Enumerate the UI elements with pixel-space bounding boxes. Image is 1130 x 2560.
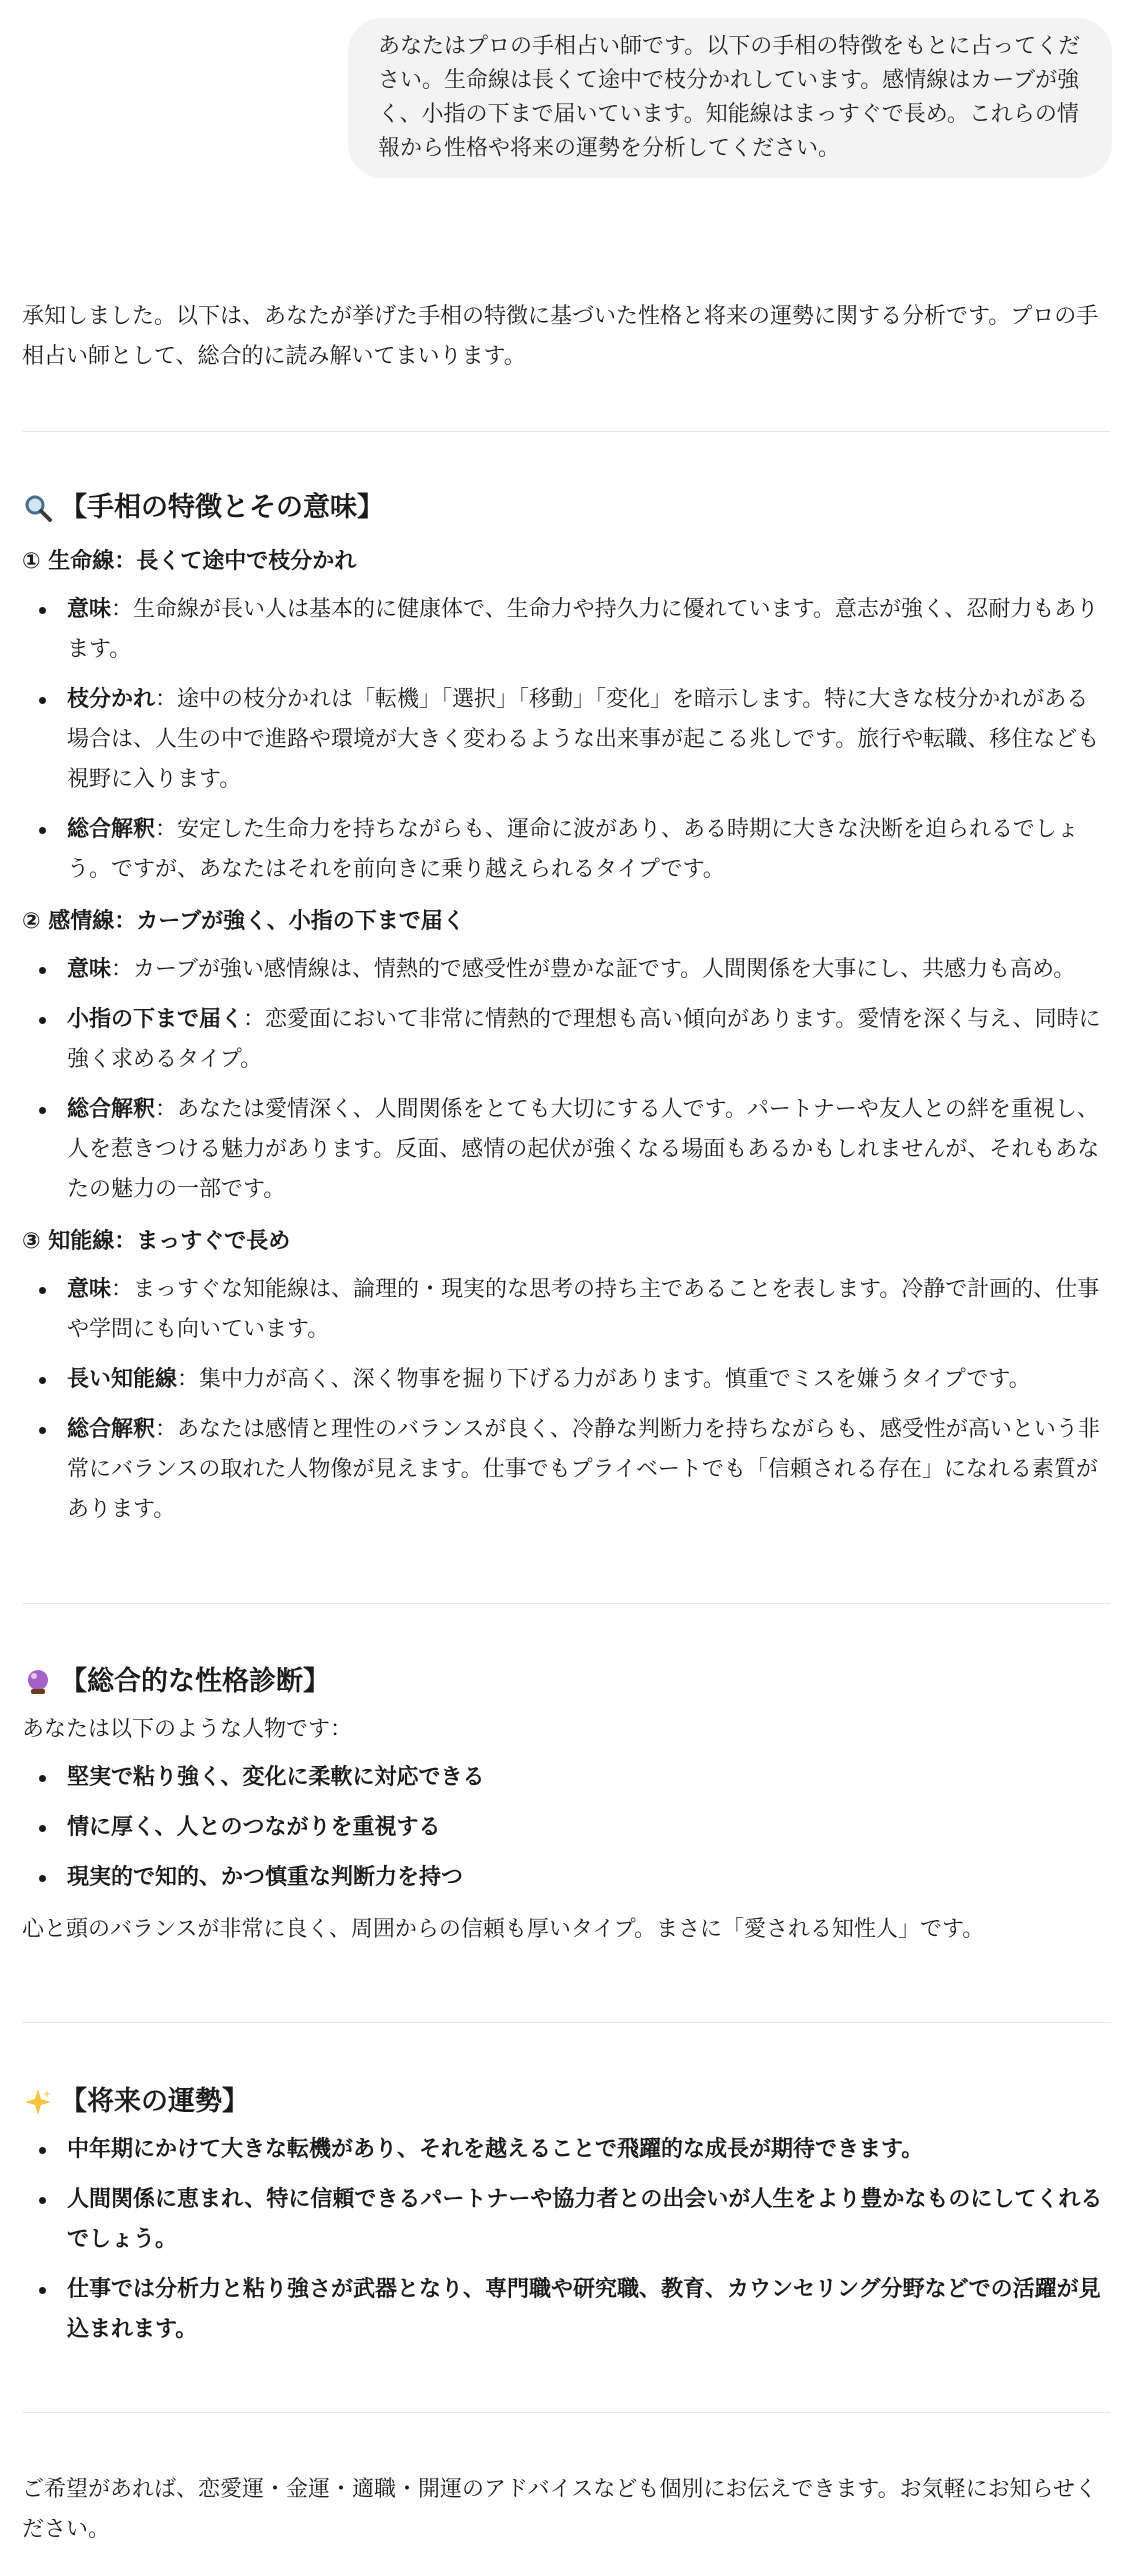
divider bbox=[22, 431, 1110, 432]
list-item: 現実的で知的、かつ慎重な判断力を持つ bbox=[22, 1858, 1110, 1898]
list-item: 人間関係に恵まれ、特に信頼できるパートナーや協力者との出会いが人生をより豊かなものにしてくれるでしょう。 bbox=[22, 2180, 1110, 2260]
life-line-list bbox=[22, 590, 1110, 890]
crystal-ball-icon bbox=[22, 1666, 54, 1698]
user-message-text: あなたはプロの手相占い師です。以下の手相の特徴をもとに占ってください。生命線は長くて途中で枝分かれしています。感情線はカーブが強く、小指の下まで届いています。知能線はまっすぐで長め。これらの情報から性格や将来の運勢を分析してください。 bbox=[378, 34, 1081, 161]
user-message-bubble bbox=[348, 18, 1112, 178]
list-item: 総合解釈：あなたは愛情深く、人間関係をとても大切にする人です。パートナーや友人との絆を重視し、人を惹きつける魅力があります。反面、感情の起伏が強くなる場面もあるかもしれませんが、それもあなたの魅力の一部です。 bbox=[22, 1090, 1110, 1210]
list-item: 堅実で粘り強く、変化に柔軟に対応できる bbox=[22, 1758, 1110, 1798]
list-item: 情に厚く、人とのつながりを重視する bbox=[22, 1808, 1110, 1848]
line-heading-life: ① 生命線：長くて途中で枝分かれ bbox=[22, 549, 357, 574]
divider bbox=[22, 2022, 1110, 2023]
divider bbox=[22, 1603, 1110, 1604]
closing-text: ご希望があれば、恋愛運・金運・適職・開運のアドバイスなども個別にお伝えできます。お気軽にお知らせください。 bbox=[22, 2477, 1097, 2542]
divider bbox=[22, 2412, 1110, 2413]
list-item: 小指の下まで届く：恋愛面において非常に情熱的で理想も高い傾向があります。愛情を深く与え、同時に強く求めるタイプ。 bbox=[22, 1000, 1110, 1080]
list-item: 枝分かれ：途中の枝分かれは「転機」「選択」「移動」「変化」を暗示します。特に大きな枝分かれがある場合は、人生の中で進路や環境が大きく変わるような出来事が起こる兆しです。旅行や転職、移住なども視野に入ります。 bbox=[22, 680, 1110, 800]
list-item: 長い知能線：集中力が高く、深く物事を掘り下げる力があります。慎重でミスを嫌うタイプです。 bbox=[22, 1360, 1110, 1400]
personality-summary: 心と頭のバランスが非常に良く、周囲からの信頼も厚いタイプ。まさに「愛される知性人」です。 bbox=[22, 1917, 985, 1942]
list-item: 総合解釈：あなたは感情と理性のバランスが良く、冷静な判断力を持ちながらも、感受性が高いという非常にバランスの取れた人物像が見えます。仕事でもプライベートでも「信頼される存在」になれる素質があります。 bbox=[22, 1410, 1110, 1530]
line-heading-heart: ② 感情線：カーブが強く、小指の下まで届く bbox=[22, 909, 465, 934]
line-heading-head: ③ 知能線：まっすぐで長め bbox=[22, 1229, 291, 1254]
list-item: 意味：カーブが強い感情線は、情熱的で感受性が豊かな証です。人間関係を大事にし、共感力も高め。 bbox=[22, 950, 1110, 990]
list-item: 仕事では分析力と粘り強さが武器となり、専門職や研究職、教育、カウンセリング分野などでの活躍が見込まれます。 bbox=[22, 2270, 1110, 2350]
section-heading: 【将来の運勢】 bbox=[22, 2082, 1110, 2122]
section-future-fortune bbox=[22, 2082, 1110, 2350]
personality-list bbox=[22, 1758, 1110, 1898]
head-line-list bbox=[22, 1270, 1110, 1530]
list-item: 意味：生命線が長い人は基本的に健康体で、生命力や持久力に優れています。意志が強く、忍耐力もあります。 bbox=[22, 590, 1110, 670]
list-item: 総合解釈：安定した生命力を持ちながらも、運命に波があり、ある時期に大きな決断を迫られるでしょう。ですが、あなたはそれを前向きに乗り越えられるタイプです。 bbox=[22, 810, 1110, 890]
section-palm-features bbox=[22, 488, 1110, 1530]
section-heading: 【総合的な性格診断】 bbox=[22, 1662, 1110, 1702]
list-item: 中年期にかけて大きな転機があり、それを越えることで飛躍的な成長が期待できます。 bbox=[22, 2130, 1110, 2170]
list-item: 意味：まっすぐな知能線は、論理的・現実的な思考の持ち主であることを表します。冷静で計画的、仕事や学問にも向いています。 bbox=[22, 1270, 1110, 1350]
intro-text: 承知しました。以下は、あなたが挙げた手相の特徴に基づいた性格と将来の運勢に関する分析です。プロの手相占い師として、総合的に読み解いてまいります。 bbox=[22, 304, 1099, 369]
sparkle-icon bbox=[22, 2086, 54, 2118]
personality-lead: あなたは以下のような人物です： bbox=[22, 1717, 353, 1742]
section-personality bbox=[22, 1662, 1110, 1950]
heart-line-list bbox=[22, 950, 1110, 1210]
section-heading: 【手相の特徴とその意味】 bbox=[22, 488, 1110, 528]
magnifier-icon bbox=[22, 492, 54, 524]
fortune-list bbox=[22, 2130, 1110, 2350]
